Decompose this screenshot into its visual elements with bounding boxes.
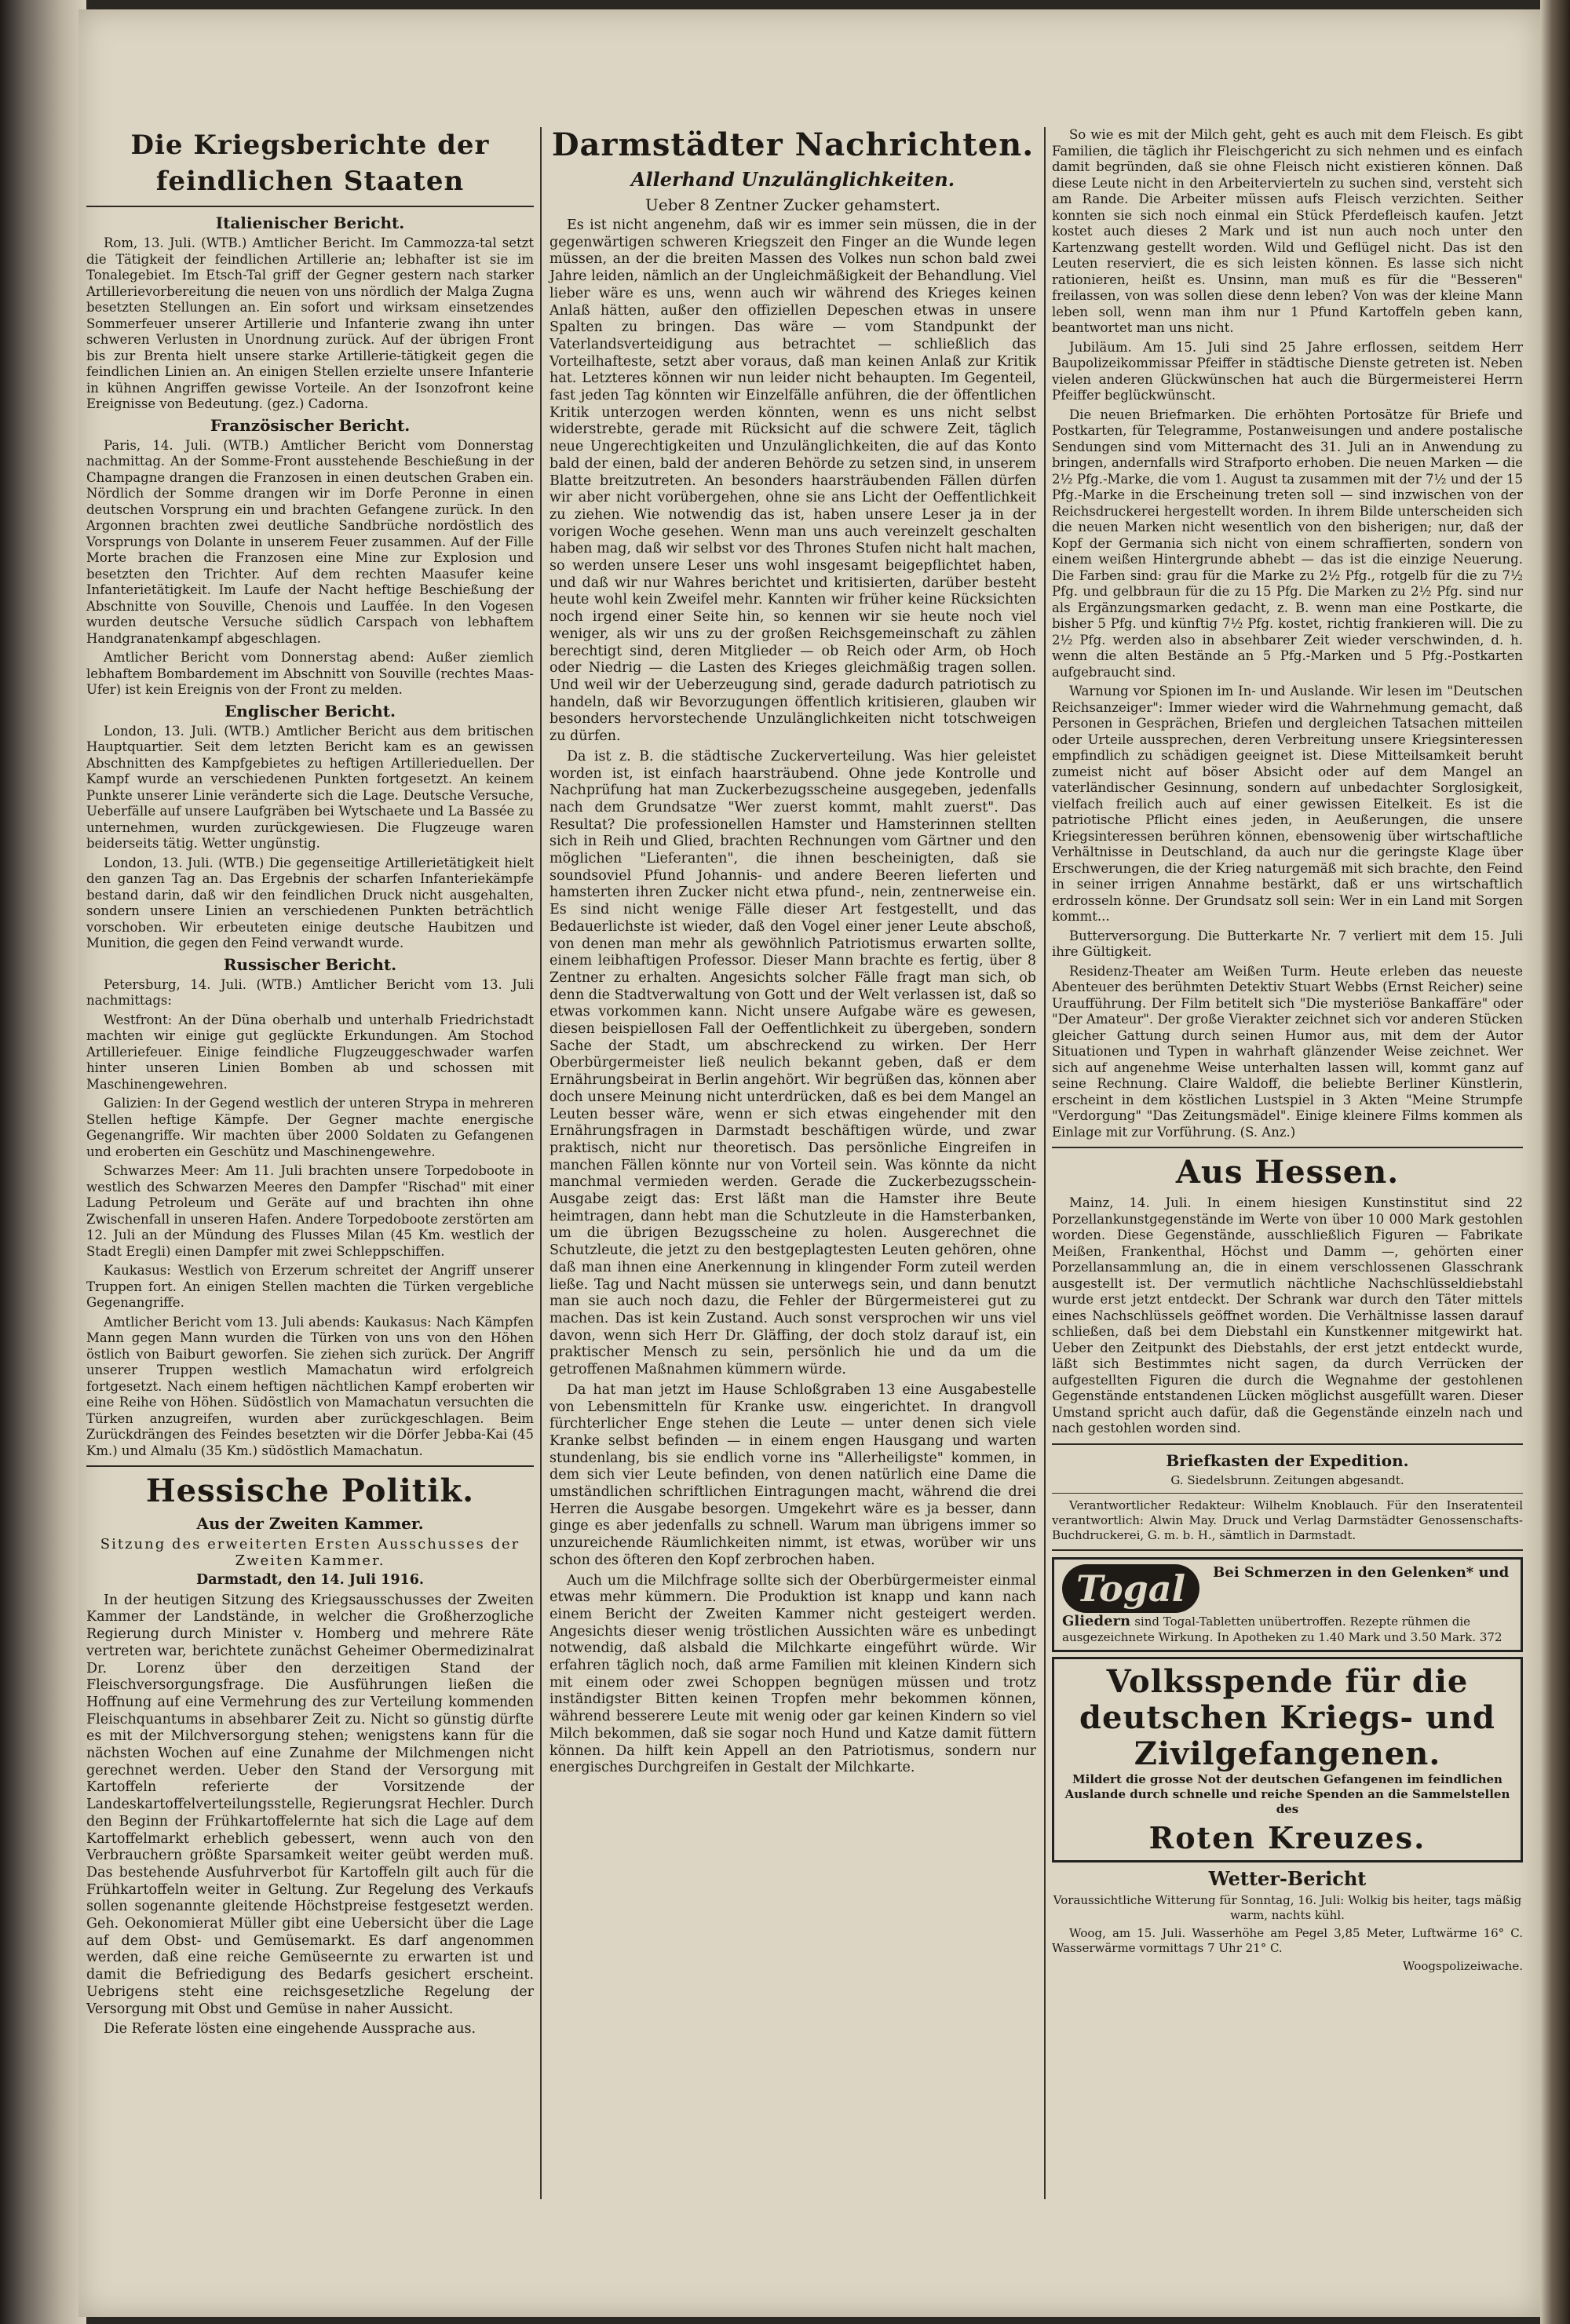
page-edge — [1540, 0, 1570, 2324]
paragraph: Rom, 13. Juli. (WTB.) Amtlicher Bericht. Im Cammozza-tal setzt die Tätigkeit der feindlichen Artillerie an; lebhafter ist sie im Tonalegebiet. Im Etsch-Tal griff der Gegner gestern nach starker Artillerievorbereitung die neuen von uns nördlich der Malga Zugna besetzten Stellungen an. Ein sofort und wirksam einsetzendes Sommerfeuer unserer Artillerie und Infanterie zwang ihn unter schweren Verlusten in Unordnung zurück. Auf der übrigen Front bis zur Brenta hielt unsere starke Artillerie-tätigkeit gegen die feindlichen Linien an. An einigen Stellen erzielte unsere Infanterie in kühnen Angriffen gewisse Vorteile. An der Isonzofront keine Ereignisse von Bedeutung. (gez.) Cadorna. — [86, 235, 534, 411]
paragraph: London, 13. Juli. (WTB.) Amtlicher Bericht aus dem britischen Hauptquartier. Seit dem letzten Bericht kam es an gewissen Abschnitten des Kampfgebietes zu heftigen Artillerieduellen. Der Kampf wurde an verschiedenen Punkten fortgesetzt. An keinem Punkte unserer Linie veränderte sich die Lage. Deutsche Versuche, Ueberfälle auf unsere Laufgräben bei Wytschaete und La Bassée zu unternehmen, wurden zurückgewiesen. Die Flugzeuge waren beiderseits tätig. Wetter ungünstig. — [86, 723, 534, 851]
volksspende-text: Mildert die grosse Not der deutschen Gefangenen im feindlichen Auslande durch schnelle und reiche Spenden an die Sammelstellen des — [1064, 1771, 1510, 1816]
volksspende-ad — [1052, 1657, 1523, 1862]
paragraph: Petersburg, 14. Juli. (WTB.) Amtlicher Bericht vom 13. Juli nachmittags: — [86, 976, 534, 1008]
dateline: Darmstadt, den 14. Juli 1916. — [196, 1572, 424, 1588]
subheading-zucker: Ueber 8 Zentner Zucker gehamstert. — [645, 195, 940, 214]
column-2 — [550, 127, 1036, 1780]
subheading-fr: Französischer Bericht. — [210, 415, 411, 435]
newspaper-page — [78, 9, 1540, 2317]
togal-text: sind Togal-Tabletten unübertroffen. Rezepte rühmen die ausgezeichnete Wirkung. In Apotheken zu 1.40 Mark und 3.50 Mark. 372 — [1062, 1614, 1502, 1644]
paragraph: Die Referate lösten eine eingehende Aussprache aus. — [104, 2021, 476, 2038]
paragraph: Amtlicher Bericht vom Donnerstag abend: Außer ziemlich lebhaftem Bombardement im Abschnitt von Souville (rechtes Maas-Ufer) ist kein Ereignis von der Front zu melden. — [86, 650, 534, 697]
paragraph: Da hat man jetzt im Hause Schloßgraben 13 eine Ausgabestelle von Lebensmitteln für Kranke usw. eingerichtet. In drangvoll fürchterlicher Enge stehen die Leute — unter denen sich viele Kranke selbst befinden — in einem engen Hausgang und warten stundenlang, bis sie endlich vorne ins "Allerheiligste" kommen, in dem sich vier Leute befinden, von denen natürlich eine Dame die umständlichen schriftlichen Eintragungen macht, während die drei Herren die Ausgabe besorgen. Umgekehrt wäre es ja besser, dann ginge es aber jedenfalls zu schnell. Warum man übrigens immer so unzureichende Räumlichkeiten nimmt, ist etwas, worüber wir uns schon des öfteren den Kopf zerbrochen haben. — [550, 1381, 1036, 1568]
paragraph: Kaukasus: Westlich von Erzerum schreitet der Angriff unserer Truppen fort. An einigen Stellen machten die Türken vergebliche Gegenangriffe. — [86, 1263, 534, 1310]
subheading-ru: Russischer Bericht. — [223, 954, 397, 974]
header-darmstaedter-nachrichten: Darmstädter Nachrichten. — [551, 126, 1035, 163]
paragraph: Da ist z. B. die städtische Zuckerverteilung. Was hier geleistet worden ist, ist einfach haarsträubend. Ohne jede Kontrolle und Nachprüfung hat man Zuckerbezugsscheine ausgegeben, jedenfalls nach dem Grundsatze "Wer zuerst kommt, mahlt zuerst". Das Resultat? Die professionellen Hamster und Hamsterinnen stellten sich in Reih und Glied, brachten Rechnungen vom Gärtner und den möglichen "Lieferanten", die ihnen bescheinigten, daß sie soundsoviel Pfund Johannis- und andere Beeren lieferten und hamsterten ihren Zucker nicht etwa pfund-, nein, zentnerweise ein. Es sind nicht wenige Fälle dieser Art festgestellt, und das Bedauerlichste ist wieder, daß den Vogel einer jener Leute abschoß, von denen man mehr als gewöhnlich Patriotismus erwarten sollte, einem leibhaftigen Professor. Dieser Mann brachte es fertig, über 8 Zentner zu erhalten. Angesichts solcher Fälle fragt man sich, ob denn die Stadtverwaltung von Gott und der Welt verlassen ist, daß so etwas vorkommen kann. Nicht unsere Aufgabe wäre es gewesen, diesen beispiellosen Fall der Oeffentlichkeit zu übergeben, sondern Sache der Stadt, um abschreckend zu wirken. Der Herr Oberbürgermeister ließ neulich bekannt geben, daß er dem Ernährungsbeirat in Berlin angehört. Wir begrüßen das, können aber doch unsere Meinung nicht unterdrücken, daß es bei dem Mangel an Leuten besser wäre, wenn er sich etwas eingehender mit den Ernährungsfragen in Darmstadt beschäftigen würde, und zwar praktisch, nicht nur theoretisch. Das persönliche Eingreifen in manchen Fällen könnte nur von Vorteil sein. Was könnte da nicht manchmal vermieden werden. Gerade die Zuckerbezugsschein-Ausgabe zeigt das: Erst läßt man die Hamster ihre Beute heimtragen, dann hebt man die Schutzleute in die Hamsterbanken, um die übrigen Bezugsscheine zu holen. Ausgerechnet die Schutzleute, die jetzt zu den bestgeplagtesten Leuten gehören, ohne daß man ihnen eine Anerkennung in klingender Form zuteil werden ließe. Tag und Nacht müssen sie unterwegs sein, und dann benutzt man sie auch noch dazu, die Fehler der Bürgermeisterei gut zu machen. Das ist kein Zustand. Auch sonst versprochen wir uns viel davon, wenn sich Herr Dr. Gläffing, der doch stolz darauf ist, ein praktischer Mensch zu sein, persönlich hie und da um die getroffenen Maßnahmen kümmern würde. — [550, 748, 1036, 1378]
paragraph: Galizien: In der Gegend westlich der unteren Strypa in mehreren Stellen heftige Kämpfe. Der Gegner machte energische Gegenangriffe. Wir machten über 2000 Soldaten zu Gefangenen und eroberten ein Geschütz und Maschinengewehre. — [86, 1096, 534, 1159]
paragraph: Es ist nicht angenehm, daß wir es immer sein müssen, die in der gegenwärtigen schweren Kriegszeit den Finger an die Wunde legen müssen, an der die breiten Massen des Volkes nun schon bald zwei Jahre leiden, nämlich an der Ungleichmäßigkeit der Behandlung. Viel lieber wäre es uns, wenn auch wir während des Krieges keinen Anlaß hätten, außer den offiziellen Depeschen etwas in unsere Spalten zu bringen. Das wäre — vom Standpunkt der Vaterlandsverteidigung aus betrachtet — schließlich das Vorteilhafteste, setzt aber voraus, daß man keinen Anlaß zur Kritik hat. Letzteres können wir nun leider nicht behaupten. Im Gegenteil, fast jeden Tag könnten wir Einzelfälle anführen, die der öffentlichen Kritik unterzogen werden könnten, wenn es uns nicht selbst widerstrebte, gerade mit Rücksicht auf die schwere Zeit, täglich neue Ungerechtigkeiten und Unzulänglichkeiten, die auf das Konto bald der einen, bald der anderen Behörde zu setzen sind, in unserem Blatte breitzutreten. An besonders haarsträubenden Fällen dürfen wir aber nicht vorübergehen, ohne sie ans Licht der Oeffentlichkeit zu ziehen. Wie notwendig das ist, haben unsere Leser ja in der vorigen Woche gesehen. Wenn man uns auch vereinzelt geschalten haben mag, daß wir selbst vor des Thrones Stufen nicht halt machen, so werden unsere Leser uns wohl insgesamt beigepflichtet haben, und daß wir nur Wahres berichtet und kritisierten, darüber besteht heute wohl kein Zweifel mehr. Kannten wir früher keine Rücksichten noch irgend einer Seite hin, so kennen wir sie heute noch viel weniger, als wir uns zu der großen Reichsgemeinschaft zu zählen berechtigt sind, deren Mitglieder — ob Reich oder Arm, ob Hoch oder Niedrig — die Lasten des Krieges gleichmäßig tragen sollen. Und weil wir der Ueberzeugung sind, gerade dadurch patriotisch zu handeln, daß wir Bevorzugungen öffentlich kritisieren, glauben wir besonders hervorstechende Unzulänglichkeiten nicht totschweigen zu dürfen. — [550, 217, 1036, 745]
column-1 — [86, 127, 534, 2041]
paragraph: So wie es mit der Milch geht, geht es auch mit dem Fleisch. Es gibt Familien, die täglich ihr Fleischgericht zu sich nehmen und es einfach damit begründen, daß sie ohne Fleisch nicht existieren können. Daß diese Leute nicht in den Arbeitervierteln zu suchen sind, versteht sich am Rande. Die Arbeiter müssen aufs Fleisch verzichten. Seither konnten sie sich noch einmal ein Stück Pferdefleisch kaufen. Jetzt kostet auch dieses 2 Mark und ist nun auch noch unter den Kartenzwang gestellt worden. Wild und Geflügel nicht. Das ist den Leuten reserviert, die es sich leisten können. Es lasse sich nicht rationieren, heißt es. Unsinn, man muß es für die "Besseren" freilassen, von was sollen diese denn leben? Von was der kleine Mann leben soll, wenn man ihm nur 1 Pfund Kartoffeln geben kann, beantwortet man uns nicht. — [1052, 127, 1523, 335]
paragraph: Paris, 14. Juli. (WTB.) Amtlicher Bericht vom Donnerstag nachmittag. An der Somme-Front ausstehende Beschießung in der Champagne drangen die Franzosen in einen deutschen Graben ein. Nördlich der Somme drangen wir im Dorfe Peronne in einen deutschen Vorsprung ein und brachten Gefangene zurück. In den Argonnen brachten zwei deutliche Sandbrüche nordöstlich des Vorsprungs von Dolante in unserem Feuer zusammen. Auf der Fille Morte brachen die Franzosen eine Mine zur Explosion und besetzten den Trichter. Auf dem rechten Maasufer keine Infanterietätigkeit. Im Laufe der Nacht heftige Beschießung der Abschnitte von Souville, Chenois und Lauffée. In den Vogesen wurden deutsche Versuche südlich Carspach von lebhaftem Handgranatenkampf abgeschlagen. — [86, 437, 534, 646]
binding-edge — [0, 0, 86, 2324]
paragraph: Residenz-Theater am Weißen Turm. Heute erleben das neueste Abenteuer des berühmten Detektiv Stuart Webbs (Ernst Reicher) seine Uraufführung. Der Film betitelt sich "Die mysteriöse Bankaffäre" oder "Der Amateur". Der große Vierakter zeichnet sich vor anderen Stücken gleicher Gattung durch seinen Humor aus, mit dem der Autor Situationen und Typen in wahrhaft glänzender Weise zeichnet. Wer sich auf angenehme Weise unterhalten lassen will, kommt ganz auf seine Rechnung. Claire Waldoff, die beliebte Berliner Künstlerin, erscheint in dem köstlichen Lustspiel in 3 Akten "Meine Strumpfe "Verdorgung" "Das Zeitungsmädel". Einige kleinere Films kommen als Einlage mit zur Vorführung. (S. Anz.) — [1052, 963, 1523, 1140]
paragraph: London, 13. Juli. (WTB.) Die gegenseitige Artillerietätigkeit hielt den ganzen Tag an. Das Ergebnis der scharfen Infanteriekämpfe bestand darin, daß wir den feindlichen Druck nicht ausgehalten, sondern unsere Linien an verschiedenen Punkten beträchtlich vorschoben. Wir erbeuteten einige deutsche Haubitzen und Munition, die gegen den Feind verwandt wurde. — [86, 855, 534, 950]
briefkasten-note: G. Siedelsbrunn. Zeitungen abgesandt. — [1170, 1472, 1404, 1487]
paragraph: Mainz, 14. Juli. In einem hiesigen Kunstinstitut sind 22 Porzellankunstgegenstände im Werte von über 10 000 Mark gestohlen worden. Diese Gegenstände, ausschließlich Figuren — Fabrikate Meißen, Frankenthal, Höchst und Damm —, gehörten einer Porzellansammlung an, die in einem verschlossenen Glasschrank ausgestellt ist. Der vermutlich nächtliche Nachschlüsseldiebstahl wurde erst jetzt entdeckt. Der Schrank war durch den Täter mittels eines Nachschlüssels geöffnet worden. Die Verhältnisse lassen darauf schließen, daß bei dem Diebstahl ein Kunstkenner mitgewirkt hat. Ueber den Zeitpunkt des Diebstahls, der erst jetzt entdeckt wurde, läßt sich Bestimmtes nicht sagen, da durch Verrücken der aufgestellten Figuren die durch die Wegnahme der gestohlenen Gegenstände entstandenen Lücken möglichst ausgefüllt waren. Dieser Umstand spricht auch dafür, daß die Gegenstände einzeln nach und nach gestohlen worden sind. — [1052, 1195, 1523, 1436]
volksspende-title: Volksspende für die deutschen Kriegs- und Zivilgefangenen. — [1079, 1662, 1496, 1772]
paragraph: Butterversorgung. Die Butterkarte Nr. 7 verliert mit dem 15. Juli ihre Gültigkeit. — [1052, 928, 1523, 959]
subheading-unzulaenglichkeiten: Allerhand Unzulänglichkeiten. — [630, 168, 955, 191]
header-aus-hessen: Aus Hessen. — [1175, 1154, 1400, 1191]
paragraph: Schwarzes Meer: Am 11. Juli brachten unsere Torpedoboote in westlich des Schwarzen Meeres den Dampfer "Rischad" mit einer Ladung Petroleum und Geräte auf und brachten ihn ohne Zwischenfall in unseren Hafen. Andere Torpedoboote zerstörten am 12. Juli an der Mündung des Flusses Milan (45 Km. westlich der Stadt Eregli) einen Dampfer mit zwei Schleppschiffen. — [86, 1163, 534, 1259]
header-wetter: Wetter-Bericht — [1208, 1866, 1367, 1890]
subheading-kammer: Aus der Zweiten Kammer. — [196, 1514, 424, 1533]
paragraph: Jubiläum. Am 15. Juli sind 25 Jahre erflossen, seitdem Herr Baupolizeikommissar Pfeiffer in städtische Dienste getreten ist. Neben vielen anderen Glückwünschen hat auch die Bürgermeisterei Herrn Pfeiffer beglückwünscht. — [1052, 339, 1523, 403]
togal-headline: Bei Schmerzen in den Gelenken* und Gliedern — [1062, 1563, 1510, 1629]
column-rule — [540, 127, 542, 2199]
paragraph: Westfront: An der Düna oberhalb und unterhalb Friedrichstadt machten wir einige gut geglückte Erkundungen. Am Stochod Artilleriefeuer. Einige feindliche Flugzeuggeschwader warfen hinter unseren Linien Bomben ab und schossen mit Maschinengewehren. — [86, 1012, 534, 1092]
subheading-it: Italienischer Bericht. — [215, 213, 405, 232]
woog-report: Woog, am 15. Juli. Wasserhöhe am Pegel 3,85 Meter, Luftwärme 16° C. Wasserwärme vormittags 7 Uhr 21° C. — [1052, 1925, 1523, 1955]
togal-logo: Togal — [1062, 1564, 1199, 1613]
imprint: Verantwortlicher Redakteur: Wilhelm Knoblauch. Für den Inseratenteil verantwortlich: Alwin May. Druck und Verlag Darmstädter Genossenschafts-Buchdruckerei, G. m. b. H., sämtlich in Darmstadt. — [1052, 1498, 1523, 1542]
paragraph: Die neuen Briefmarken. Die erhöhten Portosätze für Briefe und Postkarten, für Telegramme, Postanweisungen und andere postalische Sendungen sind vom Mitternacht des 31. Juli an in Anwendung zu bringen, andernfalls wird Strafporto erhoben. Die neuen Marken — die 2½ Pfg.-Marke, die vom 1. August ta zusammen mit der 7½ und der 15 Pfg.-Marke in die Erscheinung treten soll — sind inzwischen von der Reichsdruckerei hergestellt worden. In ihrem Bilde unterscheiden sich die neuen Marken nicht wesentlich von den bisherigen; nur, daß der Kopf der Germania sich nicht von einem schraffierten, sondern von einem weißen Hintergrunde abhebt — das ist die einzige Neuerung. Die Farben sind: grau für die Marke zu 2½ Pfg., rotgelb für die zu 7½ Pfg. und gelbbraun für die zu 15 Pfg. Die Marken zu 2½ Pfg. sind nur als Ergänzungsmarken gedacht, z. B. wenn man eine Postkarte, die bisher 5 Pfg. und künftig 7½ Pfg. kostet, richtig frankieren will. Die zu 2½ Pfg. werden also in absehbarer Zeit wieder verschwinden, d. h. wenn die alten Bestände an 5 Pfg.-Marken und 5 Pfg.-Postkarten aufgebraucht sind. — [1052, 407, 1523, 680]
paragraph: In der heutigen Sitzung des Kriegsausschusses der Zweiten Kammer der Landstände, in welcher die Großherzogliche Regierung durch Minister v. Homberg und mehrere Räte vertreten war, berichtete zunächst Geheimer Obermedizinalrat Dr. Lorenz über den derzeitigen Stand der Fleischversorgungsfrage. Die Ausführungen ließen die Hoffnung auf eine Vermehrung des zur Verteilung kommenden Fleischquantums in absehbarer Zeit zu. Nicht so günstig dürfte es mit der Milchversorgung stehen; wenigstens kann für die nächsten Wochen auf eine Zunahme der Milchmengen nicht gerechnet werden. Ueber den Stand der Versorgung mit Kartoffeln referierte der Vorsitzende der Landeskartoffelverteilungsstelle, Regierungsrat Hechler. Durch den Beginn der Frühkartoffelernte hat sich die Lage auf dem Kartoffelmarkt erheblich gebessert, wenn auch von den Verbrauchern größte Sparsamkeit weiter geübt werden muß. Das bestehende Ausfuhrverbot für Kartoffeln gilt auch für die Frühkartoffeln weiter in Geltung. Zur Regelung des Verkaufs sollen sogenannte gleitende Höchstpreise festgesetzt werden. Geh. Oekonomierat Müller gibt eine Uebersicht über die Lage auf dem Obst- und Gemüsemarkt. Es darf angenommen werden, daß eine reiche Gemüseernte zu erwarten ist und damit die Befriedigung des Bedarfs gesichert erscheint. Uebrigens steht eine reichsgesetzliche Regelung der Versorgung mit Obst und Gemüse in naher Aussicht. — [86, 1592, 534, 2017]
wetter-forecast: Voraussichtliche Witterung für Sonntag, 16. Juli: Wolkig bis heiter, tags mäßig warm, nachts kühl. — [1053, 1892, 1522, 1922]
woog-signature: Woogspolizeiwache. — [1402, 1958, 1523, 1973]
togal-ad — [1052, 1557, 1523, 1652]
paragraph: Auch um die Milchfrage sollte sich der Oberbürgermeister einmal etwas mehr kümmern. Die Produktion ist knapp und kann nach einem Bericht der Zweiten Kammer nicht gesteigert werden. Angesichts dieser wenig tröstlichen Aussichten wäre es unbedingt notwendig, daß alsbald die Milchkarte eingeführt würde. Wir erfahren täglich noch, daß arme Familien mit kleinen Kindern sich mit einem oder zwei Schoppen begnügen müssen und trotz inständigster Bitten keinen Tropfen mehr bekommen können, während besserere Leute mit wenig oder gar keinen Kindern so viel Milch bekommen, daß sie sogar noch Hund und Katze damit füttern können. Da hilft kein Appell an den Patriotismus, sondern nur energisches Durchgreifen in Gestalt der Milchkarte. — [550, 1572, 1036, 1776]
subheading-en: Englischer Bericht. — [225, 701, 396, 721]
paragraph: Warnung vor Spionen im In- und Auslande. Wir lesen im "Deutschen Reichsanzeiger": Immer wieder wird die Wahrnehmung gemacht, daß Personen in Gesprächen, Briefen und dergleichen Tatsachen mitteilen oder Urteile aussprechen, deren Verbreitung unsere Kriegsinteressen empfindlich zu schädigen geeignet ist. Diese Mitteilsamkeit beruht zumeist nicht auf böser Absicht oder auf dem Mangel an vaterländischer Gesinnung, sondern auf unbedachter Sorglosigkeit, vielfach freilich auch auf einer gewissen Eitelkeit. Es ist die patriotische Pflicht eines jeden, in Aeußerungen, die unsere Kriegsinteressen berühren können, ebensowenig über wirtschaftliche Verhältnisse in Deutschland, da auch nur die geringste Klage über Erschwerungen, die der Krieg naturgemäß mit sich brachte, den Feind in seiner irrigen Annahme bestärkt, daß er uns wirtschaftlich erdrosseln könne. Der Grundsatz soll sein: Wer in ein Land mit Sorgen kommt... — [1052, 684, 1523, 924]
header-kriegsberichte: Die Kriegsberichte der feindlichen Staaten — [130, 130, 490, 197]
header-briefkasten: Briefkasten der Expedition. — [1166, 1450, 1409, 1470]
paragraph: Amtlicher Bericht vom 13. Juli abends: Kaukasus: Nach Kämpfen Mann gegen Mann wurden die Türken von uns von den Höhen östlich von Baiburt geworfen. Sie ziehen sich zurück. Der Angriff unserer Truppen westlich Mamachatun wird erfolgreich fortgesetzt. Nach einem heftigen nächtlichen Kampf eroberten wir eine Reihe von Höhen. Südöstlich von Mamachatun versuchten die Türken anzugreifen, wurden aber zurückgeschlagen. Beim Zurückdrängen des Feindes besetzten wir die Dörfer Jebba-Kai (45 Km.) und Almalu (35 Km.) südöstlich Mamachatun. — [86, 1314, 534, 1458]
roten-kreuzes: Roten Kreuzes. — [1148, 1819, 1426, 1855]
header-hessische-politik: Hessische Politik. — [145, 1472, 475, 1509]
column-rule — [1044, 127, 1046, 2199]
subheading-sitzung: Sitzung des erweiterten Ersten Ausschusses der Zweiten Kammer. — [100, 1536, 520, 1569]
column-3 — [1052, 127, 1523, 1977]
